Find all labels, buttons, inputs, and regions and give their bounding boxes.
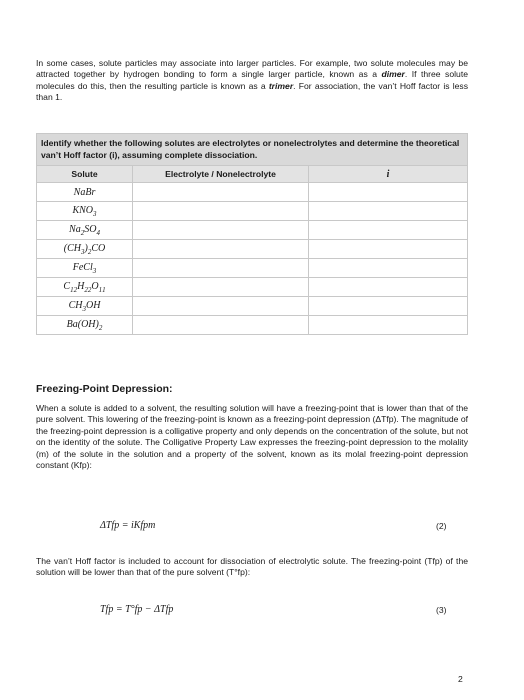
equation-2: ΔTfp = iKfpm [100, 520, 156, 531]
solute-cell [37, 221, 133, 240]
electrolyte-cell[interactable] [133, 316, 309, 335]
electrolyte-cell[interactable] [133, 202, 309, 221]
table-row [37, 202, 468, 221]
column-header-electrolyte: Electrolyte / Nonelectrolyte [133, 166, 309, 183]
i-cell[interactable] [309, 259, 468, 278]
i-cell[interactable] [309, 297, 468, 316]
vant-hoff-paragraph: The van’t Hoff factor is included to account for dissociation of electrolytic solute. The freezing-point (Tfp) of the solution will be lower than that of the pure solvent (T°fp): [36, 556, 468, 578]
table-row [37, 297, 468, 316]
solute-formula: $C_{12}H_{22}O_{11}$ [63, 280, 106, 294]
table-row [37, 221, 468, 240]
freezing-point-paragraph: When a solute is added to a solvent, the resulting solution will have a freezing-point that is lower than that of the pure solvent. This lowering of the freezing-point is known as a freezing-point depression (ΔTfp). The magnitude of the freezing-point depression is a colligative property and only depends on the concentration of the solute, but not on the identity of the solute. The Colligative Property Law expresses the freezing-point depression to the molality (m) of the solute in the solution and a property of the solvent, known as its molal freezing-point depression constant (Kfp): [36, 403, 468, 471]
term-dimer: dimer [381, 69, 405, 80]
solute-cell [37, 259, 133, 278]
equation-3: Tfp = T°fp − ΔTfp [100, 604, 174, 615]
solute-formula: $Ba(OH)_2$ [66, 318, 103, 332]
solute-cell [37, 316, 133, 335]
equation-2-number: (2) [436, 521, 447, 531]
solute-formula: $KNO_3$ [72, 204, 97, 218]
solute-cell [37, 240, 133, 259]
term-trimer: trimer [268, 80, 294, 91]
table-row [37, 278, 468, 297]
solute-formula: NaBr [73, 186, 96, 198]
equation-3-number: (3) [436, 605, 447, 615]
solute-cell [37, 297, 133, 316]
electrolyte-cell[interactable] [133, 259, 309, 278]
electrolyte-cell[interactable] [133, 183, 309, 202]
table-row [37, 183, 468, 202]
i-cell[interactable] [309, 221, 468, 240]
i-cell[interactable] [309, 202, 468, 221]
column-header-i: i [309, 166, 468, 183]
solute-formula: $(CH_3)_2CO$ [63, 242, 106, 256]
solute-formula: $CH_3OH$ [68, 299, 101, 313]
column-header-solute: Solute [37, 166, 133, 183]
table-instruction: Identify whether the following solutes are electrolytes or nonelectrolytes and determine the theoretical van’t Hoff factor (i), assuming complete dissociation. [37, 134, 468, 166]
intro-paragraph: In some cases, solute particles may associate into larger particles. For example, two solute molecules may be attracted together by hydrogen bonding to form a single larger particle, known as a dimer. If three solute molecules do this, then the resulting particle is known as a trimer. For association, the van’t Hoff factor is less than 1. [36, 58, 468, 103]
solute-cell [37, 202, 133, 221]
i-cell[interactable] [309, 183, 468, 202]
table-row [37, 240, 468, 259]
electrolyte-cell[interactable] [133, 297, 309, 316]
electrolyte-cell[interactable] [133, 240, 309, 259]
table-row [37, 316, 468, 335]
electrolyte-cell[interactable] [133, 221, 309, 240]
solute-cell [37, 183, 133, 202]
electrolyte-cell[interactable] [133, 278, 309, 297]
page-number: 2 [458, 674, 463, 684]
solute-cell [37, 278, 133, 297]
table-row [37, 259, 468, 278]
solute-formula: FeCl$_3$ [72, 261, 97, 275]
i-cell[interactable] [309, 316, 468, 335]
section-title: Freezing-Point Depression: [36, 383, 173, 395]
i-cell[interactable] [309, 240, 468, 259]
solute-table [36, 133, 468, 335]
i-cell[interactable] [309, 278, 468, 297]
solute-formula: $Na_2SO_4$ [69, 223, 100, 237]
